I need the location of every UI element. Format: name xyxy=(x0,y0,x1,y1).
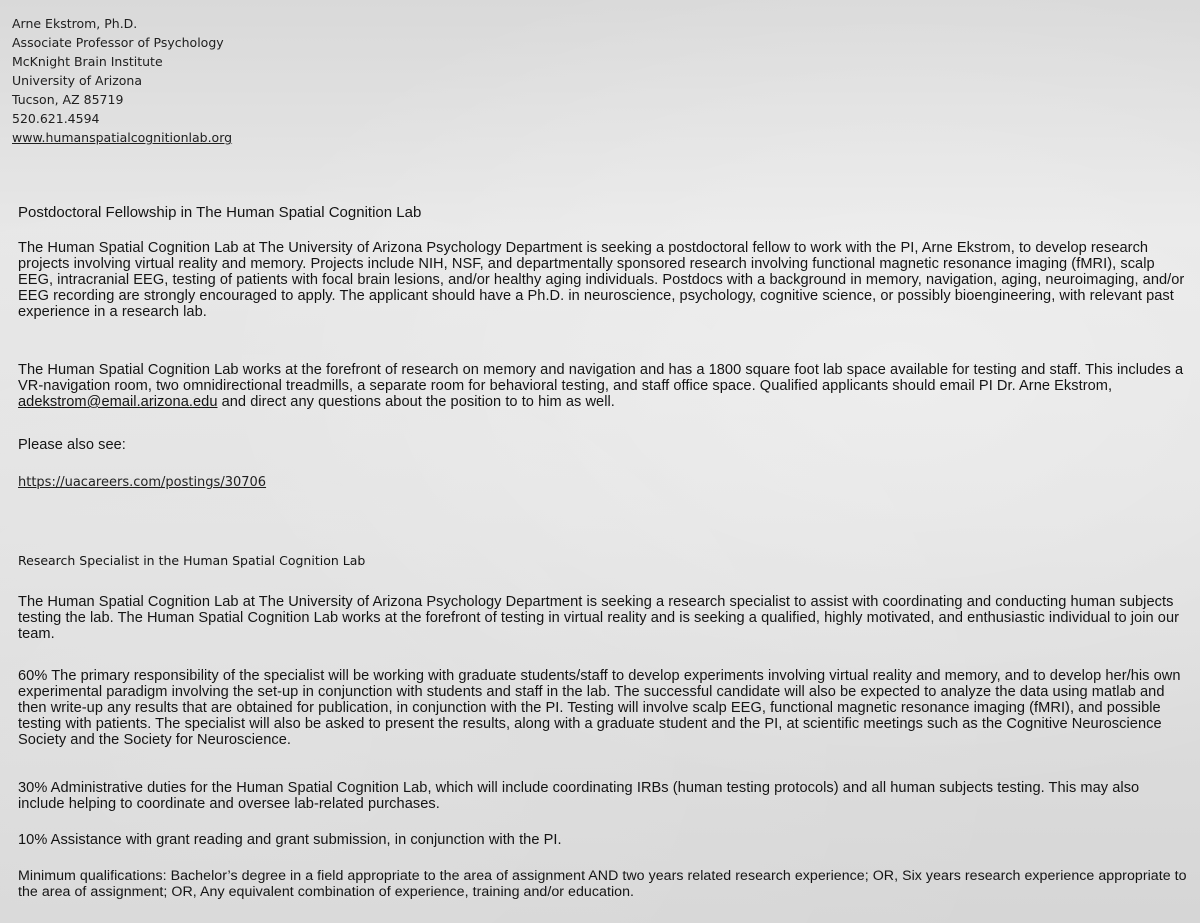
contact-university: University of Arizona xyxy=(12,73,143,88)
email-link[interactable]: adekstrom@email.arizona.edu xyxy=(18,394,218,410)
contact-phone: 520.621.4594 xyxy=(12,111,100,126)
specialist-paragraph-1: The Human Spatial Cognition Lab at The University of Arizona Psychology Department is seeking a research specialist to assist with coordinating and conducting human subjects testing the lab. The Human Spatial Cognition Lab works at the forefront of testing in virtual reality and is seeking a qualified, highly motivated, and enthusiastic individual to join our team. xyxy=(18,594,1180,642)
specialist-paragraph-5: Minimum qualifications: Bachelor’s degree in a field appropriate to the area of assignment AND two years related research experience; OR, Six years research experience appropriate to the area of assignment; OR, Any equivalent combination of experience, training and/or education. xyxy=(18,868,1187,900)
postdoc-paragraph-2-text-a: The Human Spatial Cognition Lab works at the forefront of research on memory and navigation and has a 1800 square foot lab space available for testing and staff. This includes a VR-navigation room, two omnidirectional treadmills, a separate room for behavioral testing, and staff office space. Qualified applicants should email PI Dr. Arne Ekstrom, xyxy=(18,362,1184,394)
specialist-paragraph-3: 30% Administrative duties for the Human Spatial Cognition Lab, which will include coordinating IRBs (human testing protocols) and all human subjects testing. This may also include helping to coordinate and oversee lab-related purchases. xyxy=(18,780,1140,812)
specialist-paragraph-4: 10% Assistance with grant reading and grant submission, in conjunction with the PI. xyxy=(18,832,562,848)
postdoc-paragraph-2-text-b: and direct any questions about the position to to him as well. xyxy=(217,394,615,410)
contact-name: Arne Ekstrom, Ph.D. xyxy=(12,16,138,31)
see-also-label: Please also see: xyxy=(18,437,126,453)
specialist-paragraph-2: 60% The primary responsibility of the specialist will be working with graduate students/staff to develop experiments involving virtual reality and memory, and to develop her/his own experimental paradigm involving the set-up in conjunction with students and staff in the lab. The successful candidate will also be expected to analyze the data using matlab and then write-up any results that are obtained for publication, in conjunction with the PI. Testing will involve scalp EEG, functional magnetic resonance imaging (fMRI), and possible testing with patients. The specialist will also be asked to present the results, along with a graduate student and the PI, at scientific meetings such as the Cognitive Neuroscience Society and the Society for Neuroscience. xyxy=(18,668,1181,748)
postings-link[interactable]: https://uacareers.com/postings/30706 xyxy=(18,475,267,490)
contact-institute: McKnight Brain Institute xyxy=(12,54,163,69)
postdoc-heading: Postdoctoral Fellowship in The Human Spatial Cognition Lab xyxy=(18,204,422,221)
postdoc-paragraph-2 xyxy=(18,362,1188,410)
contact-title: Associate Professor of Psychology xyxy=(12,35,224,50)
contact-block xyxy=(12,14,232,147)
lab-website-link[interactable]: www.humanspatialcognitionlab.org xyxy=(12,130,233,145)
specialist-heading: Research Specialist in the Human Spatial Cognition Lab xyxy=(18,553,366,568)
contact-city: Tucson, AZ 85719 xyxy=(12,92,124,107)
postdoc-paragraph-1: The Human Spatial Cognition Lab at The University of Arizona Psychology Department is seeking a postdoctoral fellow to work with the PI, Arne Ekstrom, to develop research projects involving virtual reality and memory. Projects include NIH, NSF, and departmentally sponsored research involving functional magnetic resonance imaging (fMRI), scalp EEG, intracranial EEG, testing of patients with focal brain lesions, and/or healthy aging individuals. Postdocs with a background in memory, navigation, aging, neuroimaging, and/or EEG recording are strongly encouraged to apply. The applicant should have a Ph.D. in neuroscience, psychology, cognitive science, or possibly bioengineering, with relevant past experience in a research lab. xyxy=(18,240,1185,320)
